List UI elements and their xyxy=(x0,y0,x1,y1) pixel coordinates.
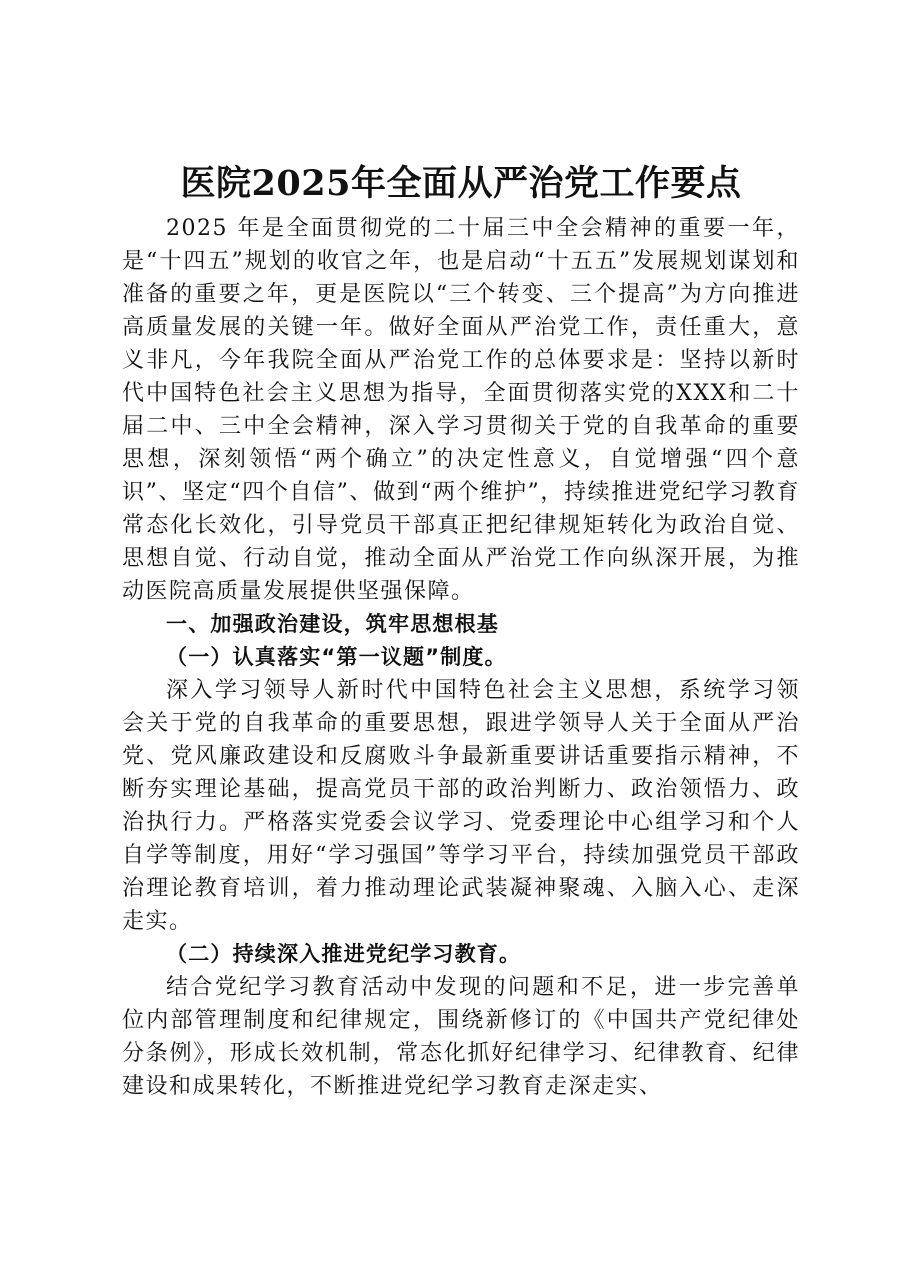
subsection-body-2: 结合党纪学习教育活动中发现的问题和不足，进一步完善单位内部管理制度和纪律规定，围绕新修订的《中国共产党纪律处分条例》，形成长效机制，常态化抓好纪律学习、纪律教育、纪律建设和成果转化，不断推进党纪学习教育走深走实、 xyxy=(122,975,800,1099)
intro-paragraph: 2025 年是全面贯彻党的二十届三中全会精神的重要一年，是“十四五”规划的收官之年，也是启动“十五五”发展规划谋划和准备的重要之年，更是医院以“三个转变、三个提高”为方向推进高质量发展的关键一年。做好全面从严治党工作，责任重大，意义非凡，今年我院全面从严治党工作的总体要求是：坚持以新时代中国特色社会主义思想为指导，全面贯彻落实党的XXX和二十届二中、三中全会精神，深入学习贯彻关于党的自我革命的重要思想，深刻领悟“两个确立”的决定性意义，自觉增强“四个意识”、坚定“四个自信”、做到“两个维护”，持续推进党纪学习教育常态化长效化，引导党员干部真正把纪律规矩转化为政治自觉、思想自觉、行动自觉，推动全面从严治党工作向纵深开展，为推动医院高质量发展提供坚强保障。 xyxy=(122,216,800,604)
subsection-body-1: 深入学习领导人新时代中国特色社会主义思想，系统学习领会关于党的自我革命的重要思想，跟进学领导人关于全面从严治党、党风廉政建设和反腐败斗争最新重要讲话重要指示精神，不断夯实理论基础，提高党员干部的政治判断力、政治领悟力、政治执行力。严格落实党委会议学习、党委理论中心组学习和个人自学等制度，用好“学习强国”等学习平台，持续加强党员干部政治理论教育培训，着力推动理论武装凝神聚魂、入脑入心、走深走实。 xyxy=(122,678,800,934)
subsection-heading-1: （一）认真落实“第一议题”制度。 xyxy=(166,645,507,669)
document-body xyxy=(122,158,800,1103)
document-title: 医院2025年全面从严治党工作要点 xyxy=(180,163,742,204)
section-heading-1: 一、加强政治建设，筑牢思想根基 xyxy=(166,612,499,636)
subsection-heading-2: （二）持续深入推进党纪学习教育。 xyxy=(166,942,522,966)
